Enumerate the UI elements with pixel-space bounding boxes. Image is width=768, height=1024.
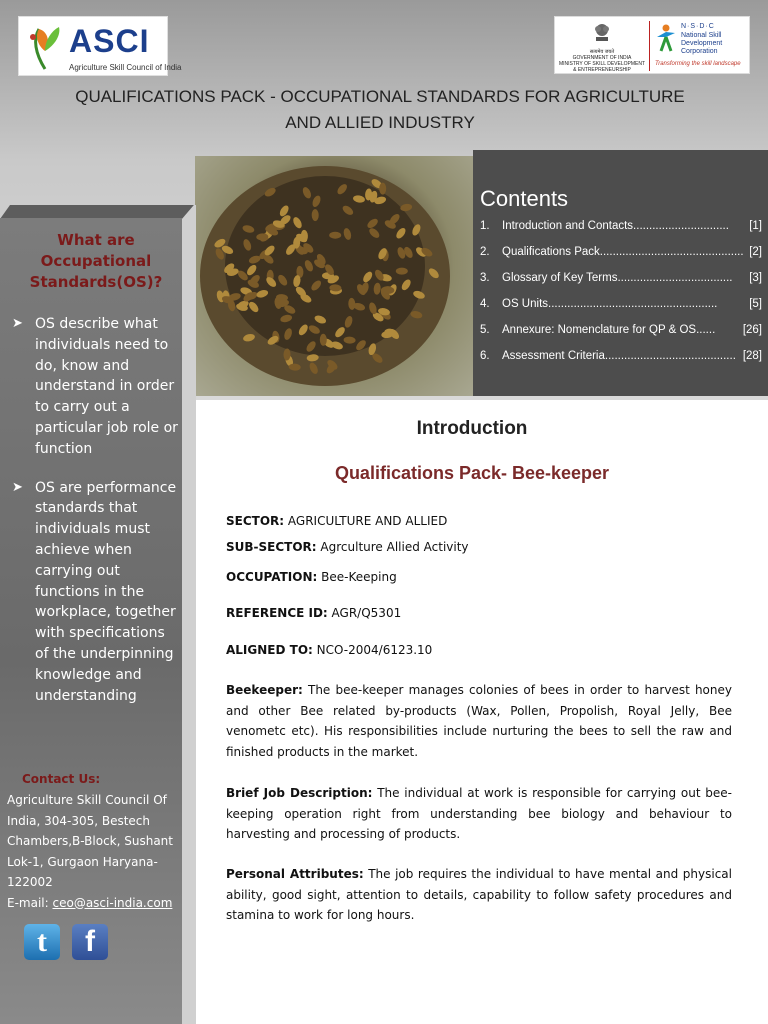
toc-label: Introduction and Contacts..............................	[502, 220, 729, 232]
subsector-value: Agrculture Allied Activity	[320, 540, 469, 554]
personal-attributes-label: Personal Attributes:	[226, 867, 364, 881]
bee-shape	[379, 183, 386, 195]
beekeeper-text: The bee-keeper manages colonies of bees in order to harvest honey and other Bee related by-products (Wax, Pollen, Propolish, Royal Jelly, Bee venometc etc). His responsibilities include nurturing the bees to sell the raw and finished products in the market.	[226, 683, 732, 759]
logo-divider	[649, 21, 650, 71]
occupation-field	[226, 570, 397, 584]
qualifications-pack-heading: Qualifications Pack- Bee-keeper	[334, 463, 610, 483]
contact-email-row	[7, 893, 182, 914]
toc-number: 1.	[480, 220, 490, 232]
email-label: E-mail:	[7, 895, 49, 910]
toc-item[interactable]	[480, 246, 762, 272]
os-bullet-text: OS describe what individuals need to do, know and understand in order to carry out a particular job role or function	[35, 316, 178, 457]
job-description-label: Brief Job Description:	[226, 786, 373, 800]
toc-number: 4.	[480, 298, 490, 310]
beekeeper-paragraph	[226, 680, 732, 762]
toc-page: [3]	[749, 272, 762, 284]
job-description-paragraph	[226, 783, 732, 845]
reference-id-field	[226, 606, 401, 620]
nsdc-name: National Skill Development Corporation	[681, 32, 723, 55]
occupation-value: Bee-Keeping	[321, 570, 397, 584]
toc-label: Glossary of Key Terms....................................	[502, 272, 733, 284]
asci-logo-text: ASCI	[69, 23, 150, 59]
page-title-line-2: AND ALLIED INDUSTRY	[285, 113, 475, 132]
email-link[interactable]: ceo@asci-india.com	[52, 895, 173, 910]
subsector-label: SUB-SECTOR:	[226, 540, 317, 554]
contact-heading: Contact Us:	[22, 772, 101, 786]
occupation-label: OCCUPATION:	[226, 570, 318, 584]
arrow-bullet-icon: ➤	[12, 479, 23, 495]
asci-logo	[18, 16, 182, 76]
personal-attributes-text: The job requires the individual to have mental and physical ability, good sight, attention to details, capability to follow safety procedures and stamina to work for long hours.	[226, 867, 732, 922]
toc-page: [5]	[749, 298, 762, 310]
sector-field	[226, 514, 447, 528]
os-bullet	[12, 314, 182, 460]
toc-number: 5.	[480, 324, 490, 336]
nsdc-logo	[653, 21, 749, 73]
os-question-title: What are Occupational Standards(OS)?	[29, 231, 163, 291]
sidebar-bevel	[0, 205, 194, 219]
page-title	[60, 84, 700, 136]
subsector-field	[226, 540, 469, 554]
asci-leaf-icon	[25, 23, 65, 71]
os-bullet	[12, 478, 182, 707]
toc-number: 6.	[480, 350, 490, 362]
sector-label: SECTOR:	[226, 514, 285, 528]
aligned-to-field	[226, 643, 432, 657]
bee-swarm-illustration	[195, 156, 475, 396]
toc-number: 2.	[480, 246, 490, 258]
contents-title: Contents	[480, 186, 569, 211]
toc-number: 3.	[480, 272, 490, 284]
page-title-line-1: QUALIFICATIONS PACK - OCCUPATIONAL STANDARDS FOR AGRICULTURE	[75, 87, 685, 106]
bee-shape	[329, 232, 341, 239]
gov-logo-text-line: सत्यमेव जयते	[589, 49, 615, 55]
sidebar-edge	[182, 205, 196, 1024]
bee-shape	[396, 268, 408, 275]
toc-item[interactable]	[480, 298, 762, 324]
os-bullet-text: OS are performance standards that individuals must achieve when carrying out functions in the workplace, together with specifications of the underpinning knowledge and understanding	[35, 479, 177, 704]
social-links	[24, 924, 108, 960]
sector-value: AGRICULTURE AND ALLIED	[287, 514, 448, 528]
asci-logo-subtitle: Agriculture Skill Council of India	[69, 63, 182, 72]
aligned-label: ALIGNED TO:	[226, 643, 313, 657]
beekeeper-label: Beekeeper:	[226, 683, 303, 697]
toc-label: Assessment Criteria.........................................	[502, 350, 736, 362]
twitter-icon[interactable]: t	[24, 924, 60, 960]
nsdc-tagline: Transforming the skill landscape	[655, 61, 741, 67]
toc-item[interactable]	[480, 272, 762, 298]
toc-item[interactable]	[480, 324, 762, 350]
toc-page: [1]	[749, 220, 762, 232]
toc-label: OS Units.....................................................	[502, 298, 718, 310]
arrow-bullet-icon: ➤	[12, 316, 23, 331]
job-description-text: The individual at work is responsible for carrying out bee-keeping operation right from understanding bee biology and behaviour to harvesting and processing of products.	[226, 786, 732, 841]
gov-logo-text-line: & ENTREPRENEURSHIP	[573, 67, 631, 73]
toc-label: Annexure: Nomenclature for QP & OS......	[502, 324, 716, 336]
toc-item[interactable]	[480, 350, 762, 376]
gov-nsdc-logo	[554, 16, 750, 74]
nsdc-figure-icon	[653, 23, 679, 53]
contact-address: Agriculture Skill Council Of India, 304-305, Bestech Chambers,B-Block, Sushant Lok-1, Gurgaon Haryana-122002	[7, 793, 173, 889]
introduction-heading: Introduction	[416, 418, 528, 439]
contact-info	[7, 790, 182, 913]
gov-logo-text-line: GOVERNMENT OF INDIA	[572, 55, 632, 61]
nsdc-abbreviation: N·S·D·C	[681, 23, 715, 30]
contents-panel	[473, 150, 768, 396]
national-emblem-icon	[592, 21, 612, 45]
toc-label: Qualifications Pack.............................................	[502, 246, 744, 258]
gov-logo-text-line: MINISTRY OF SKILL DEVELOPMENT	[558, 61, 646, 67]
reference-value: AGR/Q5301	[331, 606, 402, 620]
toc-item[interactable]	[480, 220, 762, 246]
bee-swarm-photo	[195, 156, 475, 396]
contents-list	[480, 220, 762, 376]
aligned-value: NCO-2004/6123.10	[316, 643, 433, 657]
reference-label: REFERENCE ID:	[226, 606, 328, 620]
personal-attributes-paragraph	[226, 864, 732, 926]
gov-of-india-logo	[557, 19, 647, 73]
toc-page: [28]	[742, 350, 762, 362]
facebook-icon[interactable]: f	[72, 924, 108, 960]
toc-page: [2]	[749, 246, 762, 258]
os-bullet-list	[12, 314, 182, 724]
toc-page: [26]	[742, 324, 762, 336]
